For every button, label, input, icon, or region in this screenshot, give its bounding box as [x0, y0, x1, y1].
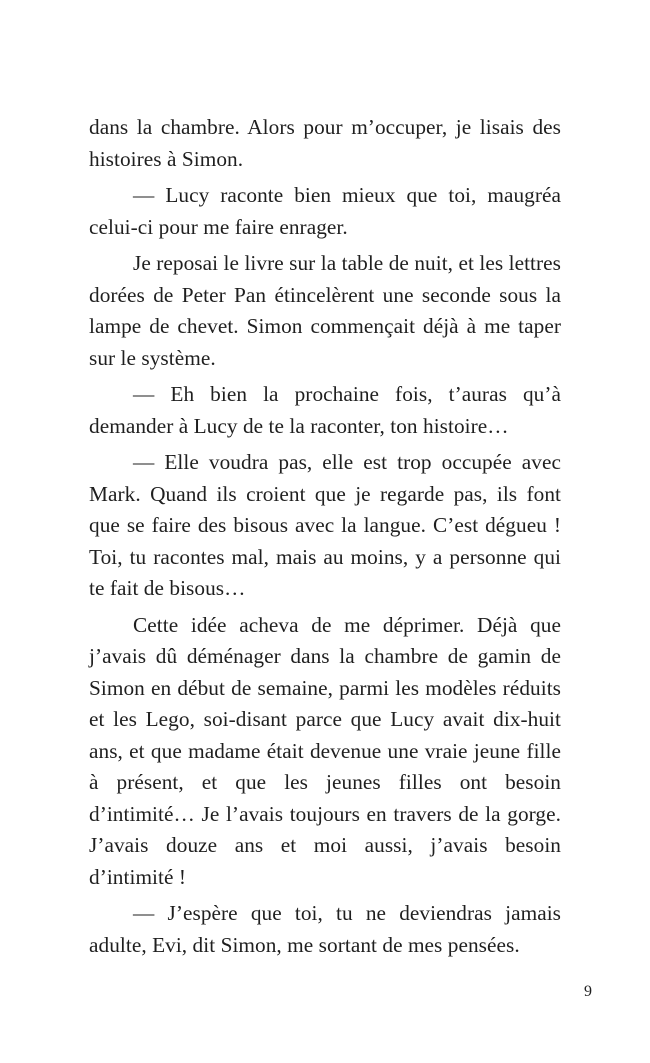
- paragraph-2: — Lucy raconte bien mieux que toi, maugréa celui-ci pour me faire enrager.: [89, 183, 561, 239]
- page-number: 9: [584, 983, 592, 1000]
- paragraph-5: — Elle voudra pas, elle est trop occupée avec Mark. Quand ils croient que je regarde pas, ils font que se faire des bisous avec la langue. C’est dégueu ! Toi, tu racontes mal, mais au moins, y a personne qui te fait de bisous…: [89, 450, 561, 600]
- page-body: [89, 112, 561, 966]
- paragraph-6: Cette idée acheva de me déprimer. Déjà que j’avais dû déménager dans la chambre de gamin de Simon en début de semaine, parmi les modèles réduits et les Lego, soi-disant parce que Lucy avait dix-huit ans, et que madame était devenue une vraie jeune fille à présent, et que les jeunes filles ont besoin d’intimité… Je l’avais toujours en travers de la gorge. J’avais douze ans et moi aussi, j’avais besoin d’intimité !: [89, 612, 561, 889]
- paragraph-1: dans la chambre. Alors pour m’occuper, je lisais des histoires à Simon.: [89, 115, 561, 171]
- paragraph-4: — Eh bien la prochaine fois, t’auras qu’à demander à Lucy de te la raconter, ton histoire…: [89, 382, 561, 438]
- paragraph-7: — J’espère que toi, tu ne deviendras jamais adulte, Evi, dit Simon, me sortant de mes pensées.: [89, 901, 561, 957]
- paragraph-3: Je reposai le livre sur la table de nuit, et les lettres dorées de Peter Pan étincelèrent une seconde sous la lampe de chevet. Simon commençait déjà à me taper sur le système.: [89, 251, 561, 370]
